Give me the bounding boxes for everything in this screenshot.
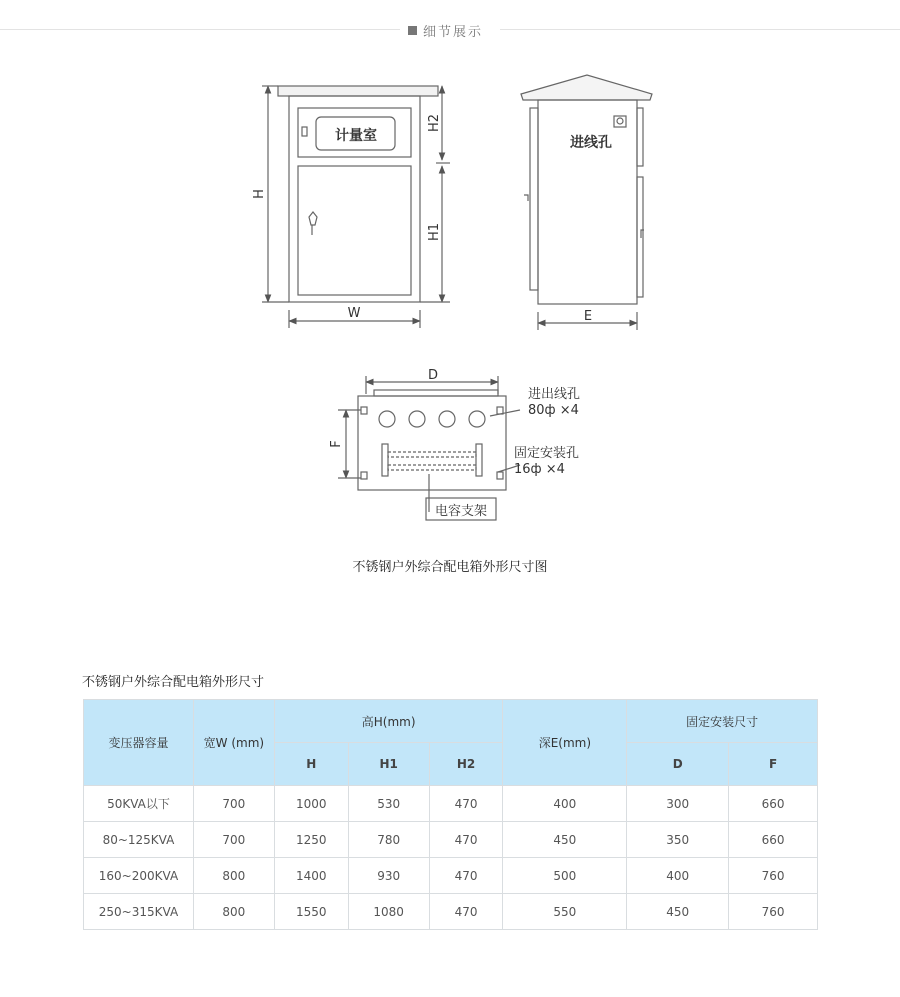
cable-hole-2: [409, 411, 425, 427]
cable-hole-3: [439, 411, 455, 427]
header-F: F: [729, 743, 818, 786]
cell-H1: 930: [348, 858, 429, 894]
front-roof: [278, 86, 438, 96]
cell-depth: 550: [503, 894, 627, 930]
label-W: W: [347, 306, 361, 321]
cable-hole-1: [379, 411, 395, 427]
header-width: 宽W (mm): [193, 700, 274, 786]
mount-holes-spec: 16ф ×4: [514, 462, 565, 477]
section-title: [408, 21, 483, 40]
section-header: [0, 20, 900, 40]
bottom-view: [338, 376, 520, 520]
main-door: [298, 166, 411, 295]
cell-width: 800: [193, 858, 274, 894]
cell-depth: 500: [503, 858, 627, 894]
cell-D: 300: [627, 786, 729, 822]
bracket-post-left: [382, 444, 388, 476]
cell-H2: 470: [429, 858, 503, 894]
mount-holes-label: 固定安装孔: [514, 446, 580, 461]
table-row: [84, 822, 818, 858]
cable-holes-label: 进出线孔: [528, 387, 581, 402]
label-H1: H1: [427, 222, 442, 242]
mount-hole-tl: [361, 407, 367, 414]
table-row: [84, 894, 818, 930]
label-H: H: [252, 189, 267, 199]
table-row: [84, 786, 818, 822]
meter-room-lock-icon: [302, 127, 307, 136]
cell-capacity: 80~125KVA: [84, 822, 194, 858]
cell-H1: 530: [348, 786, 429, 822]
cell-H2: 470: [429, 894, 503, 930]
side-door-right-bottom: [637, 177, 643, 297]
cell-F: 660: [729, 786, 818, 822]
cell-width: 800: [193, 894, 274, 930]
mount-hole-tr: [497, 407, 503, 414]
table-header-row: [84, 700, 818, 743]
cell-H1: 780: [348, 822, 429, 858]
door-handle-icon: [309, 212, 317, 225]
cable-hole-4: [469, 411, 485, 427]
header-H: H: [274, 743, 348, 786]
front-cabinet-body: [289, 96, 420, 302]
cell-capacity: 250~315KVA: [84, 894, 194, 930]
table-row: [84, 858, 818, 894]
cell-F: 760: [729, 894, 818, 930]
hinge-icon: [524, 195, 528, 201]
cell-F: 760: [729, 858, 818, 894]
header-depth: 深E(mm): [503, 700, 627, 786]
label-F: F: [329, 440, 344, 448]
diagram-caption: 不锈钢户外综合配电箱外形尺寸图: [352, 560, 548, 575]
header-H2: H2: [429, 743, 503, 786]
cell-depth: 400: [503, 786, 627, 822]
table-title: 不锈钢户外综合配电箱外形尺寸: [82, 675, 265, 690]
header-mount-group: 固定安装尺寸: [627, 700, 818, 743]
bottom-rail: [374, 390, 498, 396]
bracket-post-right: [476, 444, 482, 476]
cell-H1: 1080: [348, 894, 429, 930]
bracket-bar-bottom: [388, 465, 476, 470]
bracket-label: 电容支架: [434, 504, 488, 519]
square-icon: [408, 26, 417, 35]
header-capacity: 变压器容量: [84, 700, 194, 786]
cell-width: 700: [193, 822, 274, 858]
cell-capacity: 160~200KVA: [84, 858, 194, 894]
leader-cable-holes: [490, 410, 520, 416]
cell-D: 350: [627, 822, 729, 858]
cell-H: 1400: [274, 858, 348, 894]
cell-D: 400: [627, 858, 729, 894]
cell-H: 1550: [274, 894, 348, 930]
cell-H2: 470: [429, 822, 503, 858]
mount-hole-bl: [361, 472, 367, 479]
cell-F: 660: [729, 822, 818, 858]
side-door-left: [530, 108, 538, 290]
dimension-drawing: [0, 60, 900, 530]
header-D: D: [627, 743, 729, 786]
meter-room-label: 计量室: [335, 128, 377, 144]
cell-width: 700: [193, 786, 274, 822]
front-view: [262, 86, 450, 328]
cell-H: 1250: [274, 822, 348, 858]
label-D: D: [427, 368, 439, 383]
cell-H: 1000: [274, 786, 348, 822]
bottom-plate: [358, 396, 506, 490]
inlet-label: 进线孔: [570, 135, 612, 151]
cable-holes-spec: 80ф ×4: [528, 403, 579, 418]
side-roof: [521, 75, 652, 100]
side-cabinet-body: [538, 100, 637, 304]
mount-hole-br: [497, 472, 503, 479]
side-view: [521, 75, 652, 330]
spec-table: [83, 699, 818, 930]
divider-right: [500, 29, 900, 30]
cell-H2: 470: [429, 786, 503, 822]
side-door-right-top: [637, 108, 643, 166]
header-height-group: 高H(mm): [274, 700, 503, 743]
header-H1: H1: [348, 743, 429, 786]
section-title-text: 细节展示: [423, 25, 484, 40]
label-H2: H2: [427, 113, 442, 133]
cell-depth: 450: [503, 822, 627, 858]
divider-left: [0, 29, 400, 30]
label-E: E: [583, 309, 593, 324]
cell-D: 450: [627, 894, 729, 930]
bracket-bar-top: [388, 452, 476, 457]
cell-capacity: 50KVA以下: [84, 786, 194, 822]
